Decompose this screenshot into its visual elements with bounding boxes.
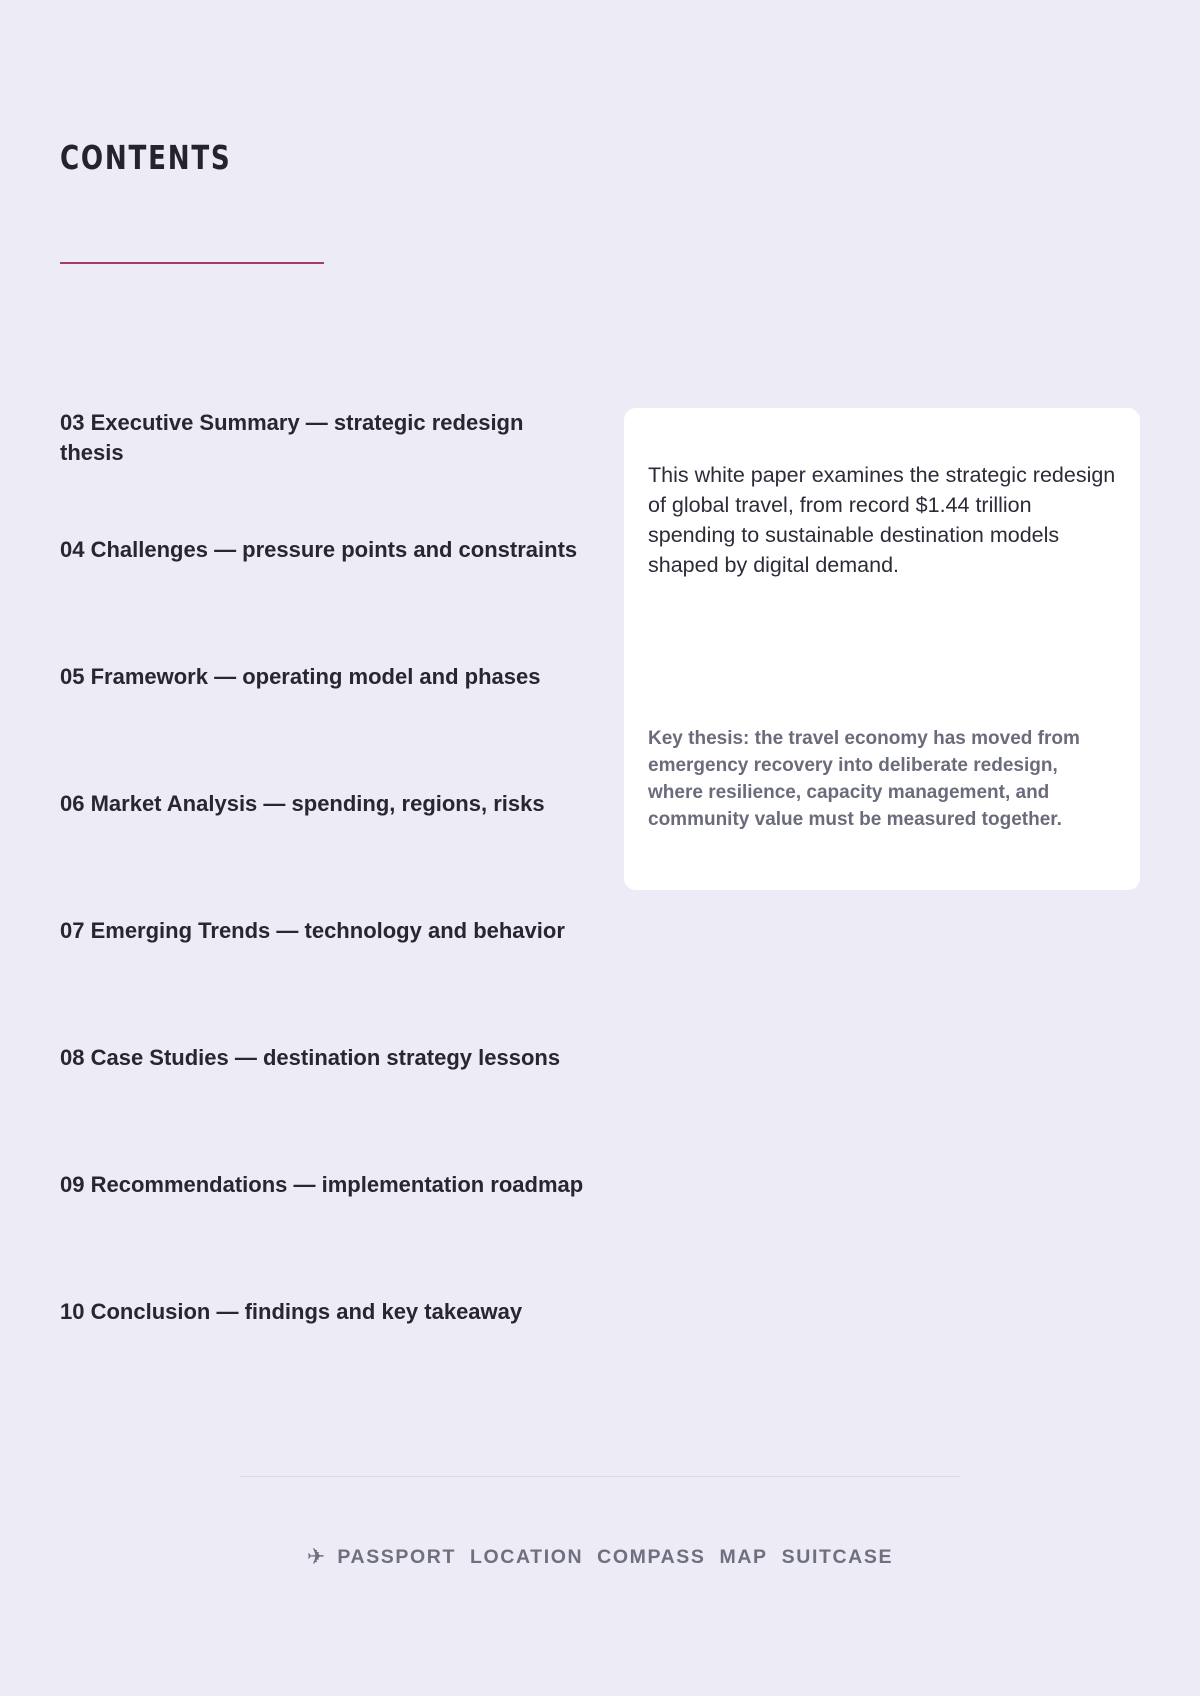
toc-item-executive-summary[interactable]: 03 Executive Summary — strategic redesign thesis: [60, 410, 524, 465]
toc-item-emerging-trends[interactable]: 07 Emerging Trends — technology and behavior: [60, 918, 565, 943]
table-of-contents: [60, 408, 590, 1424]
footer-tag-compass: COMPASS: [597, 1545, 706, 1568]
toc-item-challenges[interactable]: 04 Challenges — pressure points and constraints: [60, 537, 578, 562]
footer-tags: [0, 1544, 1200, 1570]
page-title: CONTENTS: [60, 138, 232, 177]
footer-tag-location: LOCATION: [469, 1545, 584, 1568]
toc-item-case-studies[interactable]: 08 Case Studies — destination strategy lessons: [60, 1045, 561, 1070]
footer-divider: [240, 1476, 960, 1477]
summary-key-thesis: Key thesis: the travel economy has moved from emergency recovery into deliberate redesign, where resilience, capacity management, and community value must be measured together.: [648, 728, 1080, 830]
footer-tag-map: MAP: [719, 1545, 768, 1568]
footer-tag-passport: PASSPORT: [337, 1545, 456, 1568]
toc-item-conclusion[interactable]: 10 Conclusion — findings and key takeaway: [60, 1299, 523, 1324]
summary-lead-text: This white paper examines the strategic redesign of global travel, from record $1.44 trillion spending to sustainable destination models shaped by digital demand.: [648, 463, 1116, 577]
summary-card: [624, 408, 1140, 890]
footer-tag-suitcase: SUITCASE: [781, 1545, 894, 1568]
toc-item-recommendations[interactable]: 09 Recommendations — implementation roadmap: [60, 1172, 584, 1197]
toc-item-market-analysis[interactable]: 06 Market Analysis — spending, regions, risks: [60, 791, 545, 816]
airplane-icon: ✈: [306, 1544, 326, 1569]
toc-item-framework[interactable]: 05 Framework — operating model and phases: [60, 664, 541, 689]
title-accent-rule: [60, 262, 324, 264]
